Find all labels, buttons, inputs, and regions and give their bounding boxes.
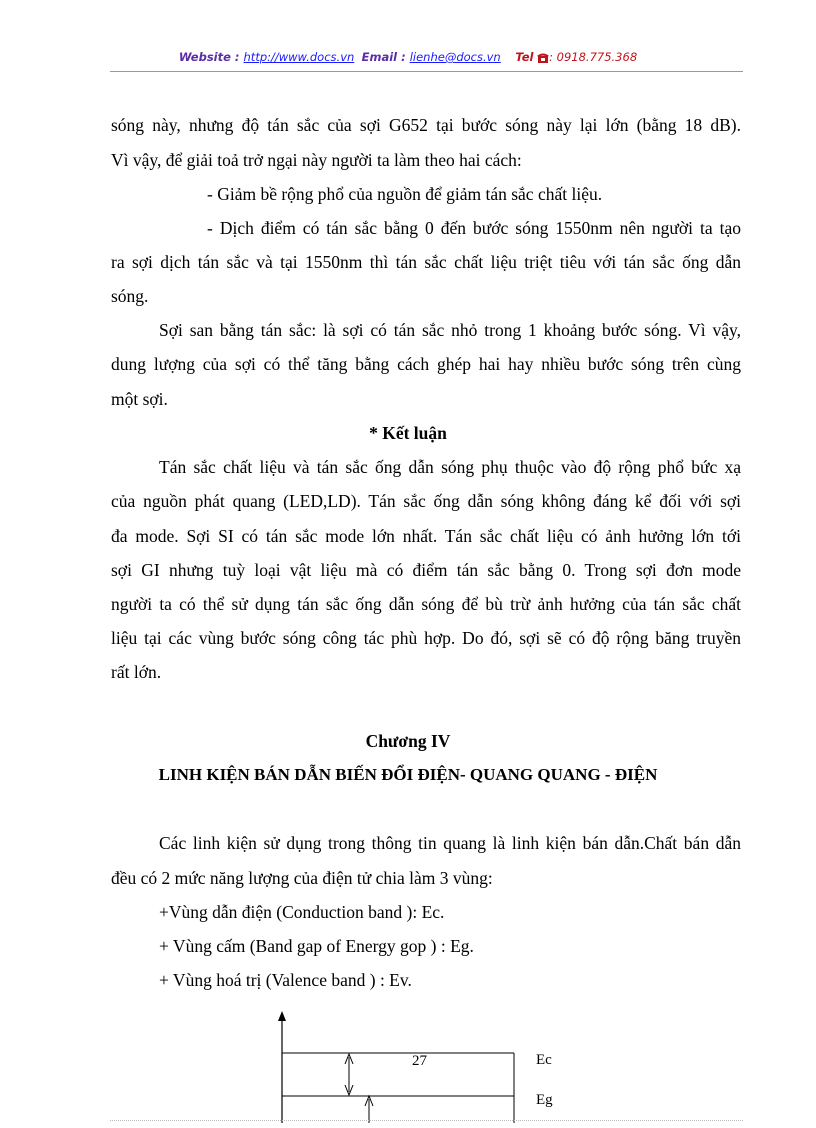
lower-arrow — [365, 1096, 373, 1123]
conclusion-line: rất lớn. — [111, 662, 162, 682]
website-label: Website : — [178, 50, 244, 64]
footer-rule — [110, 1120, 743, 1121]
body-line: một sợi. — [111, 389, 168, 409]
page-number: 27 — [412, 1053, 427, 1069]
tel-number: : 0918.775.368 — [549, 50, 638, 64]
website-link[interactable]: http://www.docs.vn — [243, 50, 355, 64]
bullet-line: - Giảm bề rộng phổ của nguồn để giảm tán sắc chất liệu. — [207, 184, 603, 204]
band-item: +Vùng dẫn điện (Conduction band ): Ec. — [159, 902, 445, 922]
energy-band-diagram — [270, 1005, 570, 1128]
conclusion-line: người ta có thể sử dụng tán sắc ống dẫn sóng để bù trừ ảnh hưởng của tán sắc chất — [111, 594, 741, 614]
conclusion-line: đa mode. Sợi SI có tán sắc mode lớn nhất. Tán sắc chất liệu có ảnh hưởng lớn tới — [111, 526, 741, 546]
conclusion-line: liệu tại các vùng bước sóng công tác phù hợp. Do đó, sợi sẽ có độ rộng băng truyền — [111, 628, 741, 648]
email-link[interactable]: lienhe@docs.vn — [409, 50, 501, 64]
body-line: Sợi san bằng tán sắc: là sợi có tán sắc nhỏ trong 1 khoảng bước sóng. Vì vậy, — [159, 320, 741, 340]
body-line: dung lượng của sợi có thể tăng bằng cách ghép hai hay nhiều bước sóng trên cùng — [111, 354, 741, 374]
body-line: Vì vậy, để giải toả trở ngại này người ta làm theo hai cách: — [111, 150, 522, 170]
page-header — [0, 50, 816, 66]
header-rule — [110, 71, 743, 72]
body-line: sóng này, nhưng độ tán sắc của sợi G652 tại bước sóng này lại lớn (bằng 18 dB). — [111, 115, 741, 135]
conclusion-heading: * Kết luận — [369, 423, 447, 443]
email-label: Email — [361, 50, 398, 64]
band-lines — [282, 1053, 514, 1123]
intro-line: Các linh kiện sử dụng trong thông tin quang là linh kiện bán dẫn.Chất bán dẫn — [159, 833, 741, 853]
email-separator: : — [397, 50, 410, 64]
bullet-line: - Dịch điểm có tán sắc bằng 0 đến bước sóng 1550nm nên người ta tạo — [207, 218, 741, 238]
tel-label: Tel — [515, 50, 534, 64]
body-line: sóng. — [111, 286, 149, 306]
conclusion-line: của nguồn phát quang (LED,LD). Tán sắc ống dẫn sóng không đáng kể đối với sợi — [111, 491, 741, 511]
conclusion-line: sợi GI nhưng tuỳ loại vật liệu mà có điểm tán sắc bằng 0. Trong sợi đơn mode — [111, 560, 741, 580]
chapter-label: Chương IV — [365, 731, 451, 751]
conclusion-line: Tán sắc chất liệu và tán sắc ống dẫn sóng phụ thuộc vào độ rộng phổ bức xạ — [159, 457, 741, 477]
intro-line: đều có 2 mức năng lượng của điện tử chia làm 3 vùng: — [111, 868, 493, 888]
band-item: + Vùng cấm (Band gap of Energy gop ) : Eg. — [159, 936, 474, 956]
energy-axis — [278, 1011, 286, 1123]
chapter-title: LINH KIỆN BÁN DẪN BIẾN ĐỔI ĐIỆN- QUANG QUANG - ĐIỆN — [158, 765, 658, 784]
phone-icon — [537, 52, 549, 66]
body-line: ra sợi dịch tán sắc và tại 1550nm thì tán sắc chất liệu triệt tiêu với tán sắc ống dẫn — [111, 252, 741, 272]
label-ec: Ec — [536, 1052, 552, 1068]
band-item: + Vùng hoá trị (Valence band ) : Ev. — [159, 970, 412, 990]
gap-arrow — [345, 1054, 353, 1095]
label-eg: Eg — [536, 1092, 553, 1108]
